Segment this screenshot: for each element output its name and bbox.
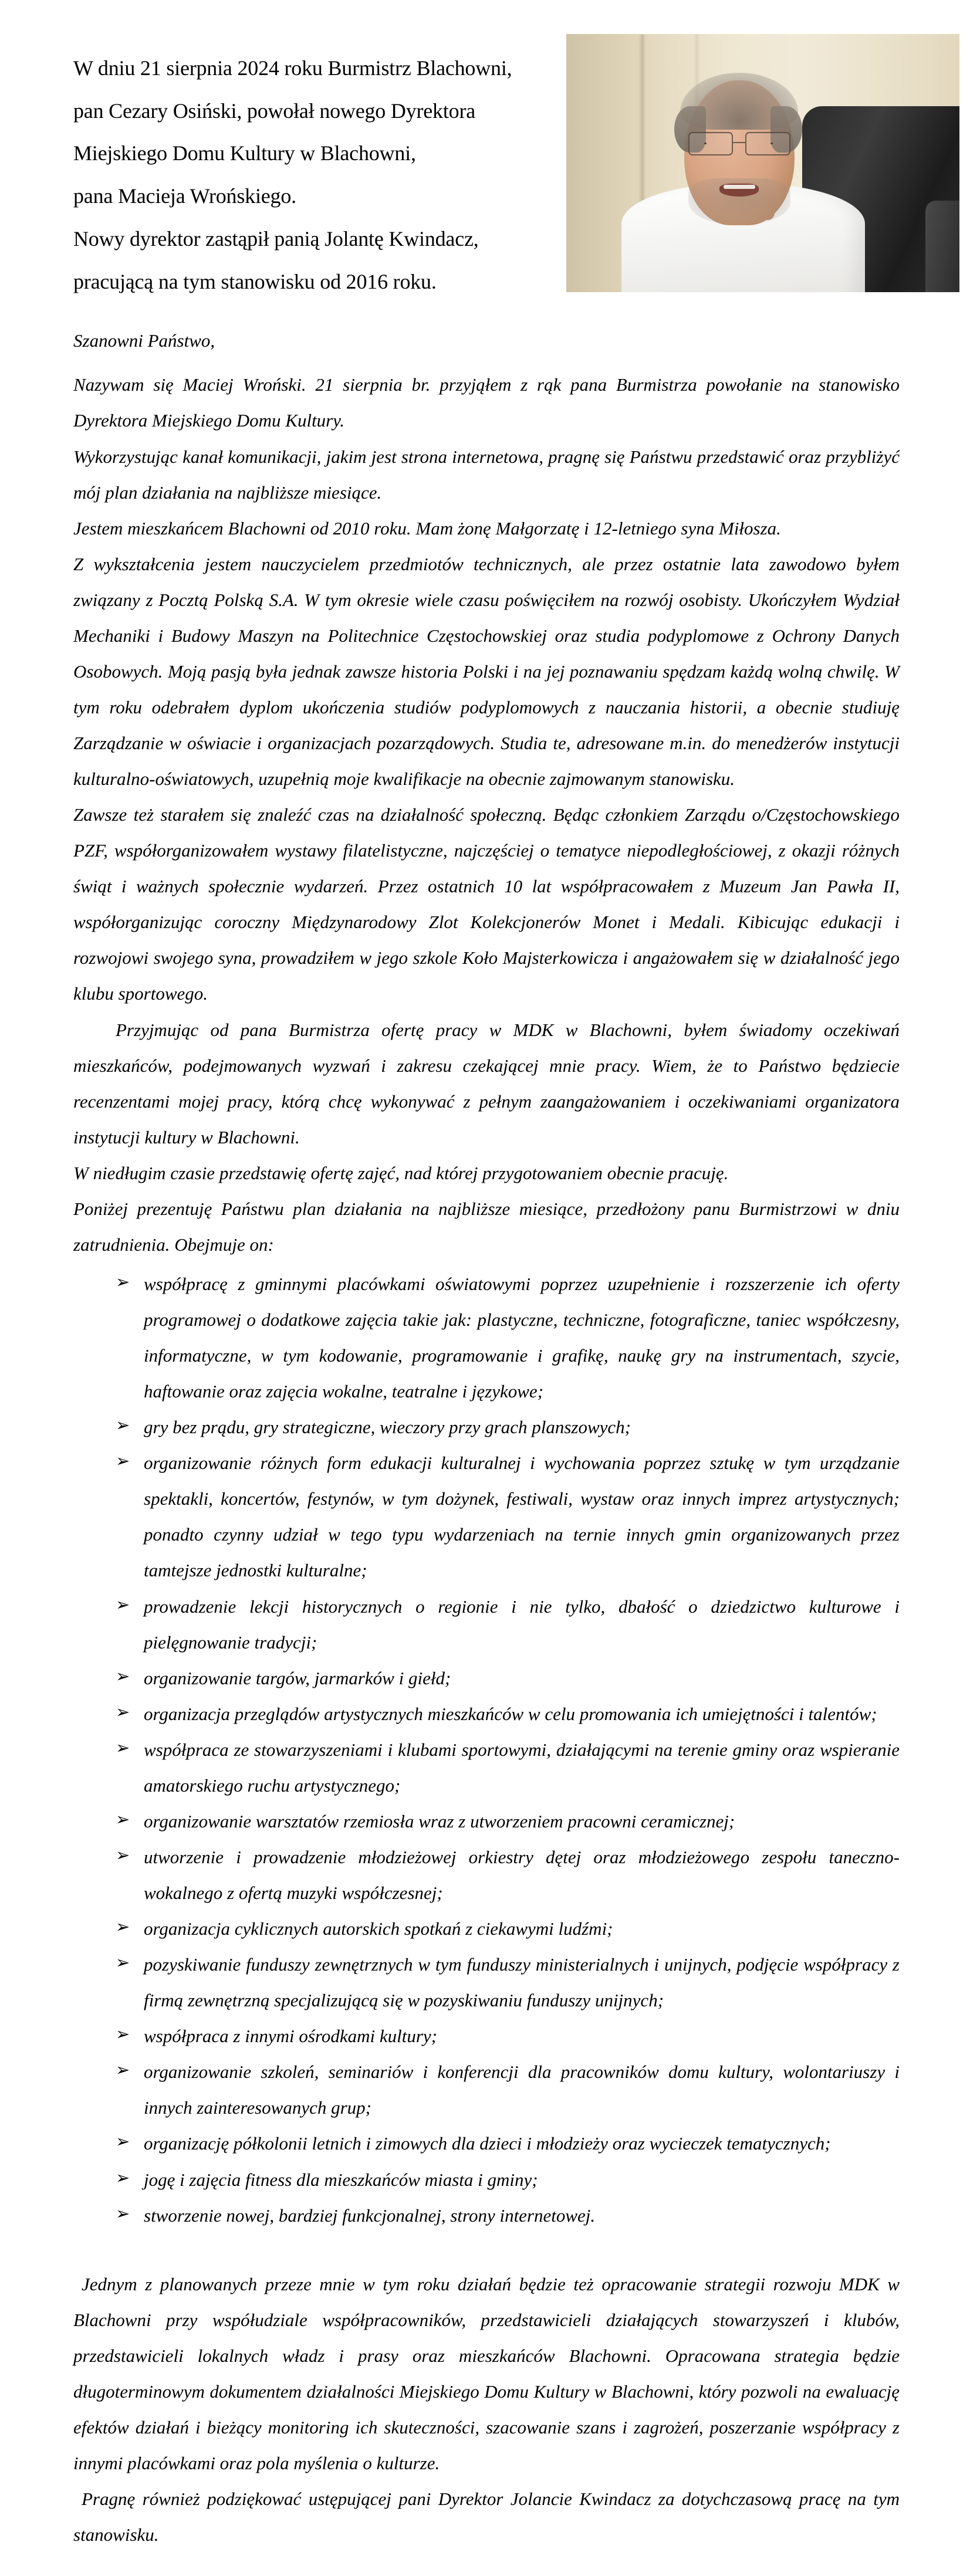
- arrow-bullet-icon: ➢: [116, 1667, 130, 1686]
- list-item: [73, 2018, 900, 2054]
- arrow-bullet-icon: ➢: [116, 1738, 130, 1758]
- list-item: [73, 1660, 900, 1696]
- list-item: [73, 1589, 900, 1660]
- arrow-bullet-icon: ➢: [116, 2204, 130, 2223]
- list-item: [73, 1409, 900, 1445]
- list-item: [73, 2198, 900, 2233]
- glasses-bridge: [733, 142, 745, 143]
- letter-body: [73, 323, 935, 2553]
- arrow-bullet-icon: ➢: [116, 2061, 130, 2080]
- portrait-photo: [566, 34, 959, 292]
- header-block: [73, 18, 935, 303]
- arrow-bullet-icon: ➢: [116, 1416, 130, 1436]
- arrow-bullet-icon: ➢: [116, 1918, 130, 1937]
- letter-paragraph: Nazywam się Maciej Wroński. 21 sierpnia br. przyjąłem z rąk pana Burmistrza powołanie na stanowisko Dyrektora Miejskiego Domu Kultury.: [73, 374, 900, 431]
- list-item: [73, 2054, 900, 2125]
- salutation: Szanowni Państwo,: [73, 330, 215, 351]
- arrow-bullet-icon: ➢: [116, 1272, 130, 1292]
- intro-line: pana Macieja Wrońskiego.: [73, 184, 296, 208]
- list-item: [73, 2162, 900, 2198]
- arrow-bullet-icon: ➢: [116, 2168, 130, 2188]
- list-item-text: organizowanie szkoleń, seminariów i konferencji dla pracowników domu kultury, wolontariuszy i innych zainteresowanych grup;: [144, 2062, 900, 2118]
- list-item-text: organizację półkolonii letnich i zimowych dla dzieci i młodzieży oraz wycieczek tematycznych;: [144, 2133, 831, 2154]
- spacer: [73, 358, 935, 367]
- letter-paragraph: Zawsze też starałem się znaleźć czas na działalność społeczną. Będąc członkiem Zarządu o/Częstochowskiego PZF, współorganizowałem wystawy filatelistyczne, najczęściej o tematyce niepodległościowej, z okazji różnych świąt i ważnych społecznie wydarzeń. Przez ostatnich 10 lat współpracowałem z Muzeum Jan Pawła II, współorganizując coroczny Międzynarodowy Zlot Kolekcjonerów Monet i Medali. Kibicując edukacji i rozwojowi swojego syna, prowadziłem w jego szkole Koło Majsterkowicza i angażowałem się w działalność jego klubu sportowego.: [73, 804, 900, 1004]
- list-item-text: organizowanie targów, jarmarków i giełd;: [144, 1667, 451, 1688]
- closing-paragraph: Pragnę również podziękować ustępującej pani Dyrektor Jolancie Kwindacz za dotychczasową pracę na tym stanowisku.: [73, 2489, 900, 2545]
- list-item: [73, 1445, 900, 1588]
- letter-paragraph: W niedługim czasie przedstawię ofertę zajęć, nad której przygotowaniem obecnie pracuję.: [73, 1162, 729, 1183]
- list-item: [73, 1732, 900, 1803]
- arrow-bullet-icon: ➢: [116, 1846, 130, 1865]
- arrow-bullet-icon: ➢: [116, 1954, 130, 1973]
- intro-line: Nowy dyrektor zastąpił panią Jolantę Kwindacz,: [73, 226, 479, 251]
- intro-text-block: [73, 18, 543, 303]
- intro-line: pracującą na tym stanowisku od 2016 roku.: [73, 269, 437, 293]
- list-item-text: gry bez prądu, gry strategiczne, wieczory przy grach planszowych;: [144, 1417, 631, 1438]
- letter-paragraph: Wykorzystując kanał komunikacji, jakim jest strona internetowa, pragnę się Państwu przedstawić oraz przybliżyć mój plan działania na najbliższe miesiące.: [73, 446, 900, 503]
- list-item: [73, 1266, 900, 1409]
- list-item-text: współpraca ze stowarzyszeniami i klubami sportowymi, działającymi na terenie gminy oraz wspieranie amatorskiego ruchu artystycznego;: [144, 1739, 900, 1796]
- list-item-text: organizowanie warsztatów rzemiosła wraz z utworzeniem pracowni ceramicznej;: [144, 1810, 735, 1832]
- intro-line: Miejskiego Domu Kultury w Blachowni,: [73, 141, 416, 165]
- letter-paragraph: Poniżej prezentuję Państwu plan działania na najbliższe miesiące, przedłożony panu Burmistrzowi w dniu zatrudnienia. Obejmuje on:: [73, 1198, 900, 1255]
- spacer: [73, 2233, 935, 2266]
- letter-paragraph: Przyjmując od pana Burmistrza ofertę pracy w MDK w Blachowni, byłem świadomy oczekiwań mieszkańców, podejmowanych wyzwań i zakresu czekającej mnie pracy. Wiem, że to Państwo będziecie recenzentami mojej pracy, którą chcę wykonywać z pełnym zaangażowaniem i oczekiwaniami organizatora instytucji kultury w Blachowni.: [73, 1019, 900, 1147]
- arrow-bullet-icon: ➢: [116, 1452, 130, 1471]
- list-item-text: współpraca z innymi ośrodkami kultury;: [144, 2026, 437, 2047]
- plan-action-list: [73, 1266, 935, 2233]
- list-item-text: jogę i zajęcia fitness dla mieszkańców miasta i gminy;: [144, 2169, 538, 2190]
- list-item: [73, 1803, 900, 1839]
- arrow-bullet-icon: ➢: [116, 2025, 130, 2044]
- list-item-text: współpracę z gminnymi placówkami oświatowymi poprzez uzupełnienie i rozszerzenie ich oferty programowej o dodatkowe zajęcia takie jak: plastyczne, techniczne, fotograficzne, taniec współczesny, informatyczne, w tym kodowanie, programowanie i grafikę, naukę gry na instrumentach, szycie, haftowanie oraz zajęcia wokalne, teatralne i językowe;: [144, 1273, 900, 1402]
- list-item: [73, 1839, 900, 1911]
- arrow-bullet-icon: ➢: [116, 1810, 130, 1829]
- list-item: [73, 1696, 900, 1732]
- lens-right: [745, 132, 790, 155]
- letter-paragraph: Z wykształcenia jestem nauczycielem przedmiotów technicznych, ale przez ostatnie lata zawodowo byłem związany z Pocztą Polską S.A. W tym okresie wiele czasu poświęciłem na rozwój osobisty. Ukończyłem Wydział Mechaniki i Budowy Maszyn na Politechnice Częstochowskiej oraz studia podyplomowe z Ochrony Danych Osobowych. Moją pasją była jednak zawsze historia Polski i na jej poznawaniu spędzam każdą wolną chwilę. W tym roku odebrałem dyplom ukończenia studiów podyplomowych z nauczania historii, a obecnie studiuję Zarządzanie w oświacie i organizacjach pozarządowych. Studia te, adresowane m.in. do menedżerów instytucji kulturalno-oświatowych, uzupełnią moje kwalifikacje na obecnie zajmowanym stanowisku.: [73, 553, 900, 790]
- lens-left: [688, 132, 734, 155]
- intro-line: pan Cezary Osiński, powołał nowego Dyrektora: [73, 99, 476, 123]
- list-item-text: pozyskiwanie funduszy zewnętrznych w tym funduszy ministerialnych i unijnych, podjęcie współpracy z firmą zewnętrzną specjalizującą się w pozyskiwaniu funduszy unijnych;: [144, 1954, 900, 2011]
- portrait-image: [566, 34, 959, 292]
- arrow-bullet-icon: ➢: [116, 1595, 130, 1614]
- letter-paragraph: Jestem mieszkańcem Blachowni od 2010 roku. Mam żonę Małgorzatę i 12-letniego syna Miłosza.: [73, 517, 781, 539]
- closing-paragraph: Jednym z planowanych przeze mnie w tym roku działań będzie też opracowanie strategii rozwoju MDK w Blachowni przy współudziale współpracowników, przedstawicieli działających stowarzyszeń i klubów, przedstawicieli lokalnych władz i prasy oraz mieszkańców Blachowni. Opracowana strategia będzie długoterminowym dokumentem działalności Miejskiego Domu Kultury w Blachowni, który pozwoli na ewaluację efektów działań i bieżący monitoring ich skuteczności, szacowanie szans i zagrożeń, poszerzanie współpracy z innymi placówkami oraz pola myślenia o kulturze.: [73, 2273, 900, 2473]
- list-item-text: organizacja przeglądów artystycznych mieszkańców w celu promowania ich umiejętności i talentów;: [144, 1703, 877, 1724]
- list-item: [73, 1947, 900, 2018]
- eye-left: [704, 143, 707, 144]
- eyeglasses: [688, 132, 790, 155]
- teeth: [724, 185, 755, 189]
- list-item: [73, 1911, 900, 1947]
- list-item-text: organizowanie różnych form edukacji kulturalnej i wychowania poprzez sztukę w tym urządzanie spektakli, koncertów, festynów, w tym dożynek, festiwali, wystaw oraz innych imprez artystycznych; ponadto czynny udział w tego typu wydarzeniach na ternie innych gmin organizowanych przez tamtejsze jednostki kulturalne;: [144, 1453, 900, 1581]
- list-item: [73, 2125, 900, 2161]
- list-item-text: stworzenie nowej, bardziej funkcjonalnej, strony internetowej.: [144, 2205, 596, 2226]
- list-item-text: utworzenie i prowadzenie młodzieżowej orkiestry dętej oraz młodzieżowego zespołu taneczno-wokalnego z ofertą muzyki współczesnej;: [144, 1846, 900, 1903]
- arrow-bullet-icon: ➢: [116, 1702, 130, 1722]
- list-item-text: prowadzenie lekcji historycznych o regionie i nie tylko, dbałość o dziedzictwo kulturowe i pielęgnowanie tradycji;: [144, 1596, 900, 1653]
- chair-fold: [925, 201, 959, 292]
- list-item-text: organizacja cyklicznych autorskich spotkań z ciekawymi ludźmi;: [144, 1918, 613, 1939]
- arrow-bullet-icon: ➢: [116, 2132, 130, 2152]
- intro-line: W dniu 21 sierpnia 2024 roku Burmistrz Blachowni,: [73, 56, 512, 80]
